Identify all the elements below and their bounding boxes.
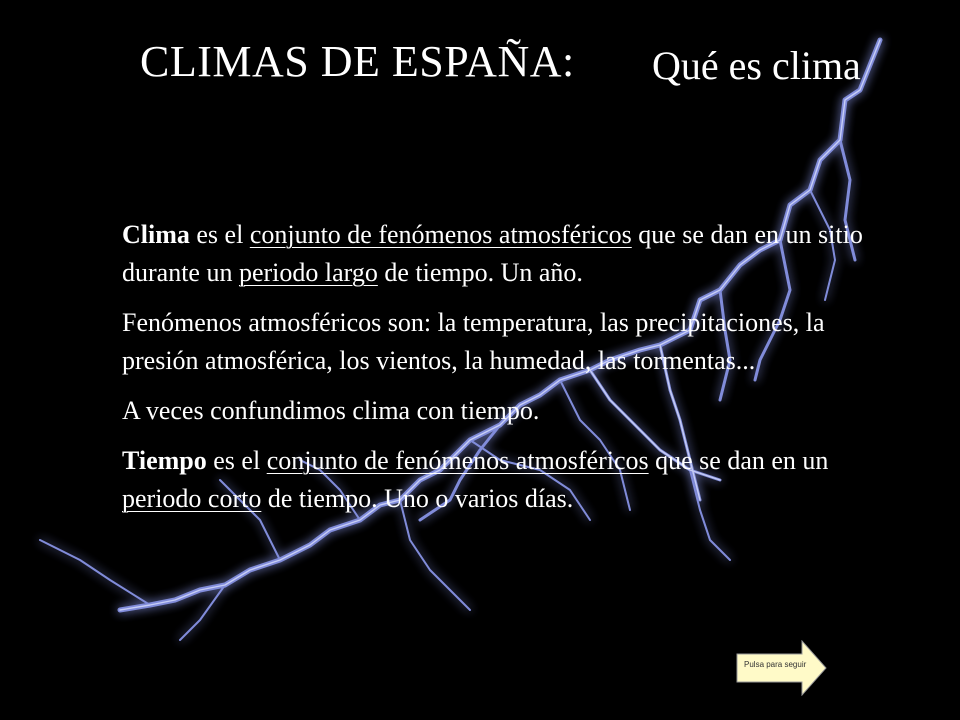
text-segment: es el: [206, 446, 267, 475]
page-title: CLIMAS DE ESPAÑA:: [140, 37, 575, 86]
slide-body: [122, 216, 902, 530]
text-segment: de tiempo. Un año.: [377, 258, 583, 287]
comparison-note: A veces confundimos clima con tiempo.: [122, 396, 540, 425]
definition-tiempo: [122, 442, 902, 518]
page-subtitle: Qué es clima: [652, 43, 861, 88]
underlined-phrase: periodo largo: [238, 258, 378, 287]
text-segment: es el: [189, 220, 250, 249]
phenomena-list: Fenómenos atmosféricos son: la temperatura, las precipitaciones, la presión atmosférica, los vientos, la humedad, las tormentas...: [122, 308, 825, 375]
underlined-phrase: conjunto de fenómenos atmosféricos: [266, 446, 649, 475]
term-tiempo: Tiempo: [122, 446, 207, 475]
text-segment: de tiempo. Uno o varios días.: [261, 484, 574, 513]
next-slide-button[interactable]: [736, 640, 828, 696]
text-segment: que se dan en un sitio durante un: [122, 220, 863, 287]
underlined-phrase: conjunto de fenómenos atmosféricos: [249, 220, 632, 249]
definition-clima: [122, 216, 902, 292]
term-clima: Clima: [122, 220, 190, 249]
text-segment: que se dan en un: [648, 446, 829, 475]
next-button-label: Pulsa para seguir: [744, 660, 807, 669]
underlined-phrase: periodo corto: [122, 484, 262, 513]
